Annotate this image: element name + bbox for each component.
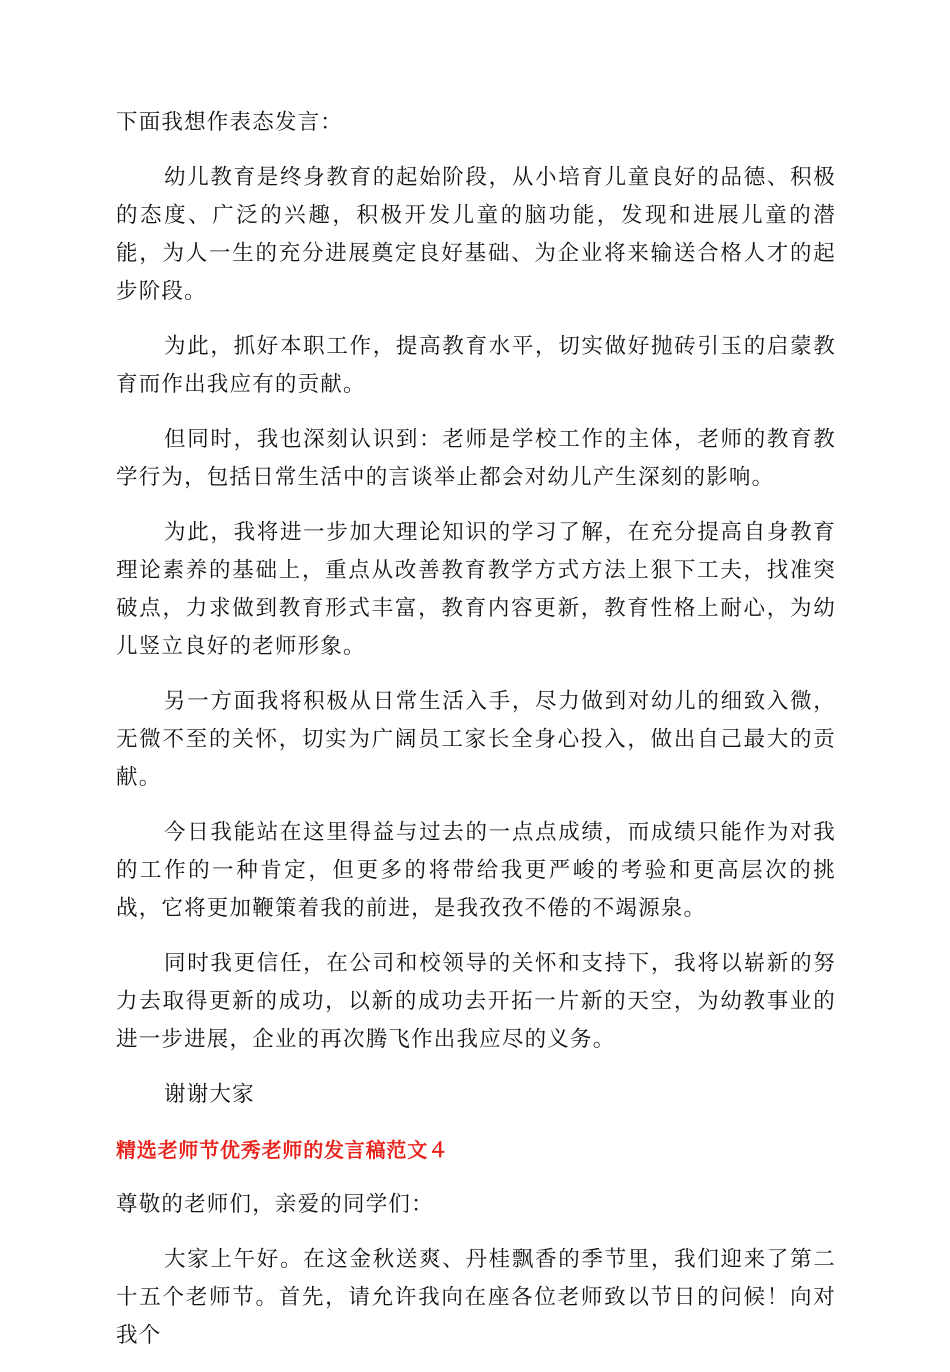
paragraph-early-education: 幼儿教育是终身教育的起始阶段，从小培育儿童良好的品德、积极的态度、广泛的兴趣，积极开发儿童的脑功能，发现和进展儿童的潜能，为人一生的充分进展奠定良好基础、为企业将来输送合格人才的起步阶段。 bbox=[116, 165, 836, 304]
paragraph-achievements: 今日我能站在这里得益与过去的一点点成绩，而成绩只能作为对我的工作的一种肯定，但更多的将带给我更严峻的考验和更高层次的挑战，它将更加鞭策着我的前进，是我孜孜不倦的不竭源泉。 bbox=[116, 820, 836, 921]
paragraph-teacher-role: 但同时，我也深刻认识到：老师是学校工作的主体，老师的教育教学行为，包括日常生活中的言谈举止都会对幼儿产生深刻的影响。 bbox=[116, 427, 836, 490]
section-heading: 精选老师节优秀老师的发言稿范文４ bbox=[116, 1138, 449, 1162]
paragraph-work-focus: 为此，抓好本职工作，提高教育水平，切实做好抛砖引玉的启蒙教育而作出我应有的贡献。 bbox=[116, 334, 836, 397]
paragraph-confidence: 同时我更信任，在公司和校领导的关怀和支持下，我将以崭新的努力去取得更新的成功，以新的成功去开拓一片新的天空，为幼教事业的进一步进展，企业的再次腾飞作出我应尽的义务。 bbox=[116, 951, 836, 1052]
document-body bbox=[116, 104, 836, 1372]
paragraph-daily-care: 另一方面我将积极从日常生活入手，尽力做到对幼儿的细致入微，无微不至的关怀，切实为广阔员工家长全身心投入，做出自己最大的贡献。 bbox=[116, 689, 836, 790]
closing-thanks: 谢谢大家 bbox=[164, 1082, 255, 1107]
intro-line: 下面我想作表态发言： bbox=[116, 110, 344, 135]
paragraph-theory-learning: 为此，我将进一步加大理论知识的学习了解，在充分提高自身教育理论素养的基础上，重点从改善教育教学方式方法上狠下工夫，找准突破点，力求做到教育形式丰富，教育内容更新，教育性格上耐心，为幼儿竖立良好的老师形象。 bbox=[116, 520, 836, 659]
paragraph-opening: 大家上午好。在这金秋送爽、丹桂飘香的季节里，我们迎来了第二十五个老师节。首先，请允许我向在座各位老师致以节日的问候！向对我个 bbox=[116, 1247, 836, 1348]
greeting-line: 尊敬的老师们，亲爱的同学们： bbox=[116, 1192, 434, 1217]
